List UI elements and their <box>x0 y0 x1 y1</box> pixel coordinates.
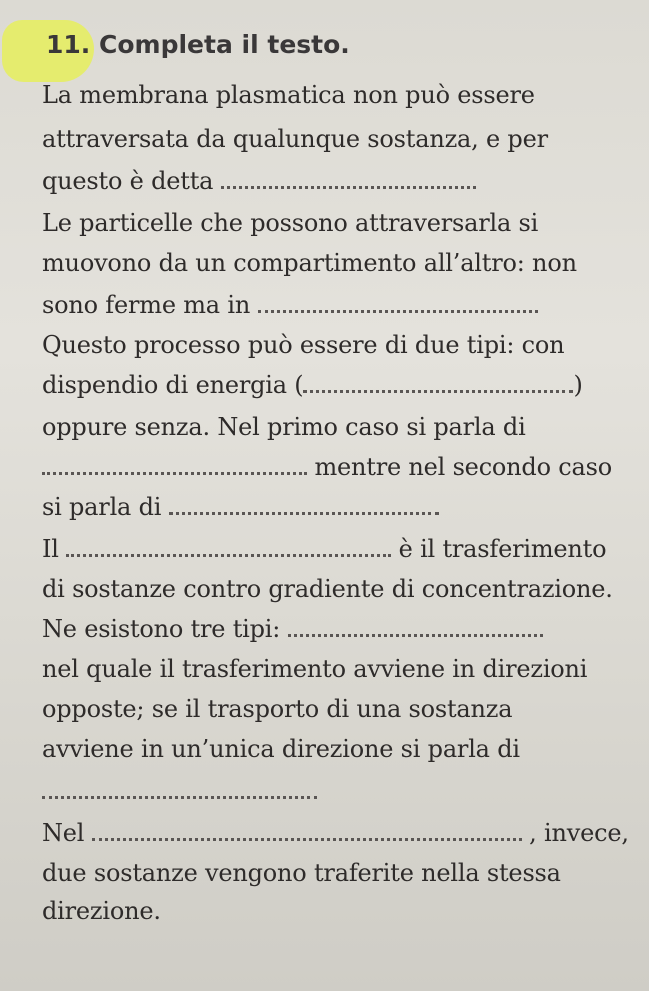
text-line-19: Nel , invece, <box>42 819 629 847</box>
text-line-13: di sostanze contro gradiente di concentrazione. <box>42 575 613 603</box>
text-line-16: opposte; se il trasporto di una sostanza <box>42 695 513 723</box>
fill-blank-1[interactable] <box>221 180 476 189</box>
text-line-5: muovono da un compartimento all’altro: non <box>42 249 577 277</box>
text-line-21: direzione. <box>42 897 161 925</box>
text-line-8: dispendio di energia ( ) <box>42 371 583 399</box>
fill-blank-7[interactable] <box>288 628 543 637</box>
exercise-number: 11. <box>46 30 91 59</box>
fill-blank-4[interactable] <box>42 466 307 475</box>
text-line-2: attraversata da qualunque sostanza, e per <box>42 125 548 153</box>
text-line-3: questo è detta <box>42 166 476 196</box>
fill-blank-6[interactable] <box>66 548 391 557</box>
text-line-14: Ne esistono tre tipi: <box>42 614 543 644</box>
text-line-12: Il è il trasferimento <box>42 535 607 563</box>
fill-blank-5[interactable] <box>169 506 439 515</box>
text-line-20: due sostanze vengono traferite nella stessa <box>42 859 561 887</box>
exercise-instruction: Completa il testo. <box>99 30 350 59</box>
text-line-4: Le particelle che possono attraversarla si <box>42 209 539 237</box>
fill-blank-8[interactable] <box>42 790 317 799</box>
fill-blank-2[interactable] <box>258 304 538 313</box>
text-line-9: oppure senza. Nel primo caso si parla di <box>42 413 526 441</box>
text-line-15: nel quale il trasferimento avviene in direzioni <box>42 655 588 683</box>
text-line-6: sono ferme ma in <box>42 290 538 320</box>
text-line-10: mentre nel secondo caso <box>42 452 612 482</box>
text-line-11: si parla di <box>42 492 439 522</box>
text-line-1: La membrana plasmatica non può essere <box>42 81 535 109</box>
text-line-18 <box>42 776 317 806</box>
text-line-17: avviene in un’unica direzione si parla di <box>42 735 520 763</box>
fill-blank-3[interactable] <box>303 384 573 393</box>
text-line-7: Questo processo può essere di due tipi: con <box>42 331 565 359</box>
exercise-title <box>46 30 350 59</box>
fill-blank-9[interactable] <box>92 832 522 841</box>
